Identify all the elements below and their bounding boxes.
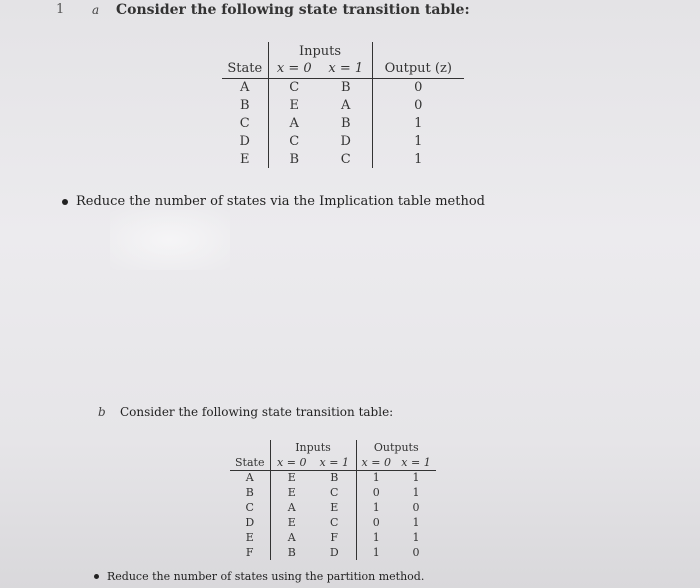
- outputs-header: Outputs: [356, 440, 436, 455]
- next-state-x1: C: [330, 516, 339, 529]
- state-cell: D: [245, 516, 255, 529]
- output-cell: 1: [372, 114, 464, 132]
- table-row: [230, 515, 436, 530]
- output-x0-cell: 0: [356, 485, 396, 500]
- next-state-x0: E: [268, 96, 320, 114]
- state-cell: E: [245, 531, 254, 544]
- table-row: [222, 96, 464, 114]
- output-x0-cell: 1: [356, 545, 396, 560]
- bullet-icon: [94, 574, 99, 579]
- output-x1-cell: 1: [412, 486, 420, 499]
- output-cell: 1: [372, 150, 464, 168]
- output-x1-cell: 0: [412, 546, 420, 559]
- state-cell: D: [239, 133, 250, 149]
- output-x1-cell: 1: [412, 516, 420, 529]
- next-state-x1: B: [340, 79, 351, 95]
- page-number: 1: [56, 2, 65, 17]
- input-x1-header: x = 1: [320, 60, 372, 78]
- next-state-x0: C: [268, 78, 320, 96]
- input-x1-header: x = 1: [313, 455, 356, 470]
- next-state-x1: D: [340, 133, 351, 149]
- next-state-x1: C: [330, 486, 339, 499]
- table-row: [222, 114, 464, 132]
- table-row: [222, 78, 464, 96]
- table-row: [230, 485, 436, 500]
- part-a-instruction-text: Reduce the number of states via the Implication table method: [76, 194, 485, 209]
- next-state-x1: C: [340, 151, 351, 167]
- output-x0-cell: 1: [356, 530, 396, 545]
- next-state-x0: A: [270, 530, 313, 545]
- state-cell: B: [239, 97, 250, 113]
- output-cell: 0: [372, 96, 464, 114]
- input-x0-header: x = 0: [268, 60, 320, 78]
- part-b-instruction: [94, 570, 424, 583]
- output-x0-cell: 1: [356, 500, 396, 515]
- output-x1-cell: 0: [412, 501, 420, 514]
- output-x0-header: x = 0: [356, 455, 396, 470]
- next-state-x1: F: [330, 531, 339, 544]
- next-state-x1: B: [340, 115, 351, 131]
- next-state-x1: D: [329, 546, 339, 559]
- next-state-x0: E: [270, 515, 313, 530]
- next-state-x0: B: [268, 150, 320, 168]
- part-b-letter: b: [98, 405, 106, 419]
- next-state-x0: E: [270, 485, 313, 500]
- state-cell: A: [245, 471, 254, 485]
- next-state-x0: A: [270, 500, 313, 515]
- table-row: [222, 132, 464, 150]
- table-row: [230, 545, 436, 560]
- table-row: [230, 470, 436, 485]
- output-x1-cell: 1: [412, 471, 420, 485]
- state-table-a: [222, 42, 464, 168]
- next-state-x1: B: [330, 471, 339, 485]
- table-row: [230, 500, 436, 515]
- next-state-x1: E: [330, 501, 339, 514]
- state-cell: B: [245, 486, 254, 499]
- part-a-instruction: [62, 194, 485, 209]
- output-x1-header: x = 1: [396, 455, 436, 470]
- next-state-x0: C: [268, 132, 320, 150]
- table-row: [230, 530, 436, 545]
- inputs-header: Inputs: [270, 440, 356, 455]
- next-state-x0: B: [270, 545, 313, 560]
- output-cell: 0: [372, 78, 464, 96]
- part-b-instruction-text: Reduce the number of states using the partition method.: [107, 570, 425, 583]
- state-cell: E: [240, 151, 250, 167]
- state-cell: A: [240, 79, 250, 95]
- output-x0-cell: 0: [356, 515, 396, 530]
- state-header: State: [222, 60, 268, 78]
- next-state-x1: A: [341, 97, 351, 113]
- state-cell: C: [245, 501, 254, 514]
- bullet-icon: [62, 199, 68, 205]
- input-x0-header: x = 0: [270, 455, 313, 470]
- output-x1-cell: 1: [412, 531, 420, 544]
- table-row: [222, 150, 464, 168]
- photo-glare: [110, 210, 230, 270]
- output-cell: 1: [372, 132, 464, 150]
- output-x0-cell: 1: [356, 470, 396, 485]
- state-cell: F: [245, 546, 254, 559]
- output-header: Output (z): [372, 60, 464, 78]
- part-a-title: Consider the following state transition table:: [116, 2, 470, 18]
- state-cell: C: [239, 115, 250, 131]
- state-header: State: [230, 455, 270, 470]
- state-table-b: [230, 440, 436, 560]
- part-a-letter: a: [92, 3, 100, 17]
- next-state-x0: A: [268, 114, 320, 132]
- inputs-header: Inputs: [268, 42, 372, 60]
- next-state-x0: E: [270, 470, 313, 485]
- part-b-title: Consider the following state transition table:: [120, 405, 394, 419]
